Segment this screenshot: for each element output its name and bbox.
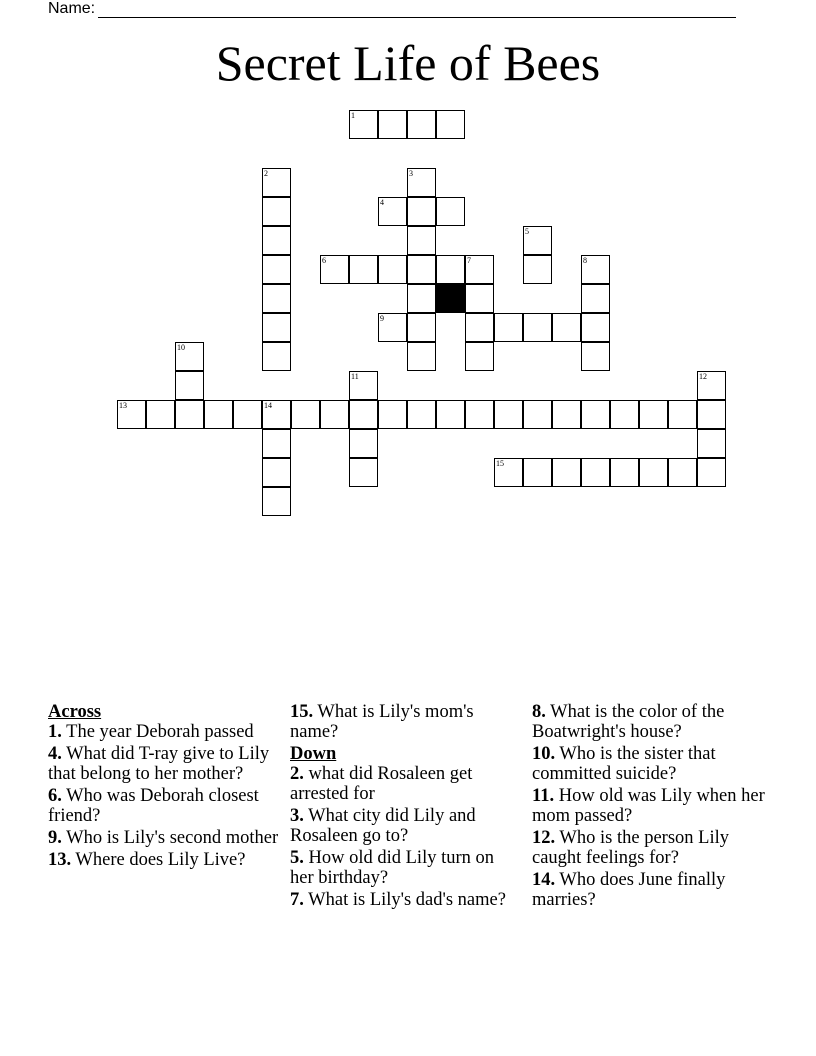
clues-column-2 [290,702,522,912]
clue-number: 5 [525,227,529,236]
answer-cell[interactable] [465,400,494,429]
answer-cell[interactable] [262,168,291,197]
answer-cell[interactable] [175,342,204,371]
answer-cell[interactable] [436,197,465,226]
clue-item-text: What is Lily's dad's name? [308,890,506,910]
answer-cell[interactable] [407,255,436,284]
clue-item [48,850,280,870]
answer-cell[interactable] [581,255,610,284]
clue-item [532,828,772,868]
answer-cell[interactable] [552,313,581,342]
answer-cell[interactable] [581,342,610,371]
answer-cell[interactable] [349,255,378,284]
clue-item-number: 4. [48,744,62,764]
clue-number: 4 [380,198,384,207]
answer-cell[interactable] [494,458,523,487]
down-header: Down [290,744,337,764]
clue-number: 1 [351,111,355,120]
clue-item-text: The year Deborah passed [66,722,254,742]
clue-number: 10 [177,343,185,352]
answer-cell[interactable] [175,371,204,400]
answer-cell[interactable] [465,284,494,313]
answer-cell[interactable] [697,429,726,458]
clue-item [48,744,280,784]
clue-item [290,764,522,804]
clue-item [290,848,522,888]
clues-column-1 [48,702,280,872]
across-header: Across [48,702,102,722]
clue-item-text: Who is the sister that committed suicide? [532,744,716,784]
answer-cell[interactable] [465,313,494,342]
clue-item-text: Who does June finally marries? [532,870,726,910]
clue-item-text: How old was Lily when her mom passed? [532,786,765,826]
answer-cell[interactable] [262,429,291,458]
answer-cell[interactable] [349,371,378,400]
name-label: Name: [48,0,96,17]
clue-item [48,722,280,742]
black-square [436,284,465,313]
clue-item-number: 11. [532,786,555,806]
answer-cell[interactable] [349,400,378,429]
answer-cell[interactable] [697,400,726,429]
answer-cell[interactable] [407,284,436,313]
clue-item-text: Who was Deborah closest friend? [48,786,259,826]
answer-cell[interactable] [378,313,407,342]
down-clue-list [290,764,522,910]
clue-item-text: Where does Lily Live? [75,850,246,870]
answer-cell[interactable] [378,197,407,226]
answer-cell[interactable] [581,284,610,313]
clue-number: 9 [380,314,384,323]
across-clue-list [48,722,280,870]
down-clue-list-continued [532,702,772,910]
clue-item [290,890,522,910]
clue-item-text: What is the color of the Boatwright's house? [532,702,725,742]
clue-item-text: Who is Lily's second mother [66,828,279,848]
answer-cell[interactable] [552,400,581,429]
answer-cell[interactable] [610,400,639,429]
clue-item-number: 13. [48,850,72,870]
answer-cell[interactable] [407,400,436,429]
answer-cell[interactable] [494,400,523,429]
answer-cell[interactable] [494,313,523,342]
answer-cell[interactable] [291,400,320,429]
clue-item-number: 7. [290,890,304,910]
answer-cell[interactable] [349,458,378,487]
answer-cell[interactable] [204,400,233,429]
answer-cell[interactable] [639,458,668,487]
clue-item-number: 9. [48,828,62,848]
answer-cell[interactable] [262,342,291,371]
answer-cell[interactable] [262,400,291,429]
answer-cell[interactable] [523,458,552,487]
clue-item-text: what did Rosaleen get arrested for [290,764,473,804]
clue-item [532,870,772,910]
clue-number: 7 [467,256,471,265]
answer-cell[interactable] [407,110,436,139]
answer-cell[interactable] [146,400,175,429]
clue-item [290,806,522,846]
clue-item-number: 6. [48,786,62,806]
clue-item-number: 10. [532,744,556,764]
answer-cell[interactable] [407,168,436,197]
answer-cell[interactable] [378,400,407,429]
answer-cell[interactable] [262,255,291,284]
clue-item-text: What city did Lily and Rosaleen go to? [290,806,476,846]
clue-item-number: 8. [532,702,546,722]
answer-cell[interactable] [610,458,639,487]
answer-cell[interactable] [523,400,552,429]
answer-cell[interactable] [233,400,262,429]
answer-cell[interactable] [262,313,291,342]
clue-item-number: 14. [532,870,556,890]
clue-item-number: 1. [48,722,62,742]
clue-number: 11 [351,372,359,381]
clue-item-text: Who is the person Lily caught feelings for? [532,828,729,868]
answer-cell[interactable] [262,458,291,487]
clue-item [48,828,280,848]
answer-cell[interactable] [407,313,436,342]
answer-cell[interactable] [639,400,668,429]
clue-item [48,786,280,826]
clue-item-number: 3. [290,806,304,826]
clue-item-text: What is Lily's mom's name? [290,702,474,742]
clue-number: 3 [409,169,413,178]
answer-cell[interactable] [465,255,494,284]
clue-item [532,744,772,784]
clue-item-number: 12. [532,828,556,848]
answer-cell[interactable] [697,458,726,487]
answer-cell[interactable] [117,400,146,429]
clue-number: 8 [583,256,587,265]
clue-item [290,702,522,742]
clue-number: 12 [699,372,707,381]
puzzle-title: Secret Life of Bees [215,35,601,91]
clue-item [532,786,772,826]
answer-cell[interactable] [378,110,407,139]
answer-cell[interactable] [262,226,291,255]
answer-cell[interactable] [581,313,610,342]
answer-cell[interactable] [436,255,465,284]
answer-cell[interactable] [349,110,378,139]
answer-cell[interactable] [320,255,349,284]
answer-cell[interactable] [552,458,581,487]
answer-cell[interactable] [407,197,436,226]
clue-number: 15 [496,459,504,468]
answer-cell[interactable] [436,110,465,139]
clue-item [532,702,772,742]
clue-item-number: 5. [290,848,304,868]
clue-number: 13 [119,401,127,410]
clue-number: 2 [264,169,268,178]
clue-number: 14 [264,401,272,410]
answer-cell[interactable] [581,458,610,487]
answer-cell[interactable] [407,342,436,371]
answer-cell[interactable] [349,429,378,458]
answer-cell[interactable] [465,342,494,371]
clue-item-text: How old did Lily turn on her birthday? [290,848,495,888]
answer-cell[interactable] [378,255,407,284]
answer-cell[interactable] [262,487,291,516]
answer-cell[interactable] [320,400,349,429]
answer-cell[interactable] [523,313,552,342]
clues-column-3 [532,702,772,912]
clue-number: 6 [322,256,326,265]
answer-cell[interactable] [407,226,436,255]
answer-cell[interactable] [523,255,552,284]
clue-item-number: 15. [290,702,314,722]
answer-cell[interactable] [262,284,291,313]
answer-cell[interactable] [436,400,465,429]
answer-cell[interactable] [523,226,552,255]
answer-cell[interactable] [581,400,610,429]
answer-cell[interactable] [262,197,291,226]
answer-cell[interactable] [697,371,726,400]
across-clue-list-continued [290,702,522,742]
answer-cell[interactable] [668,400,697,429]
answer-cell[interactable] [668,458,697,487]
clue-item-text: What did T-ray give to Lily that belong to her mother? [48,744,270,784]
clue-item-number: 2. [290,764,304,784]
answer-cell[interactable] [175,400,204,429]
